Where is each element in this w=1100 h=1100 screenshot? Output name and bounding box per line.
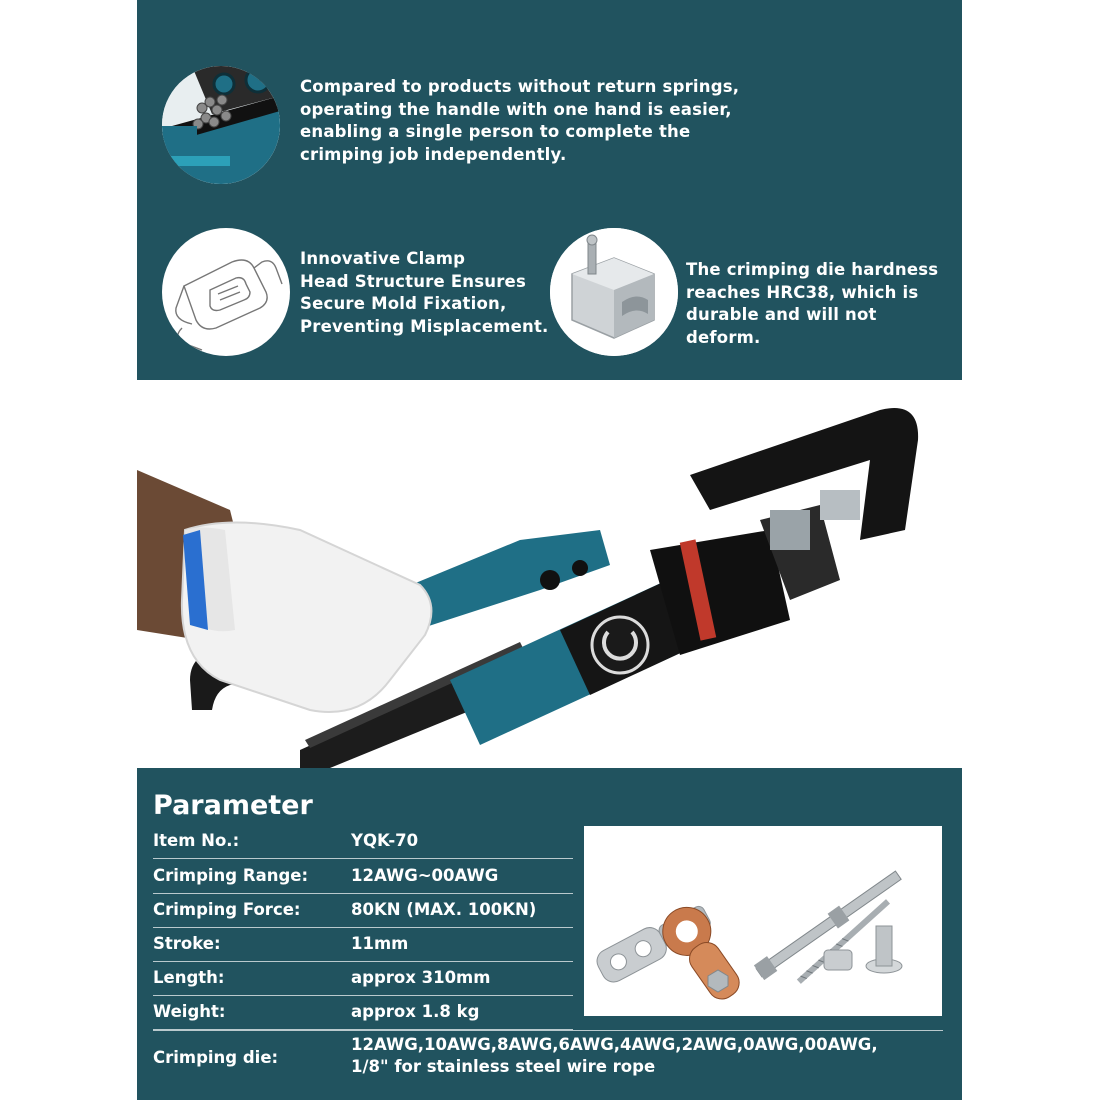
- feature-text-line: The crimping die hardness: [686, 260, 939, 279]
- param-label: Stroke:: [153, 934, 221, 953]
- feature-text-line: Innovative Clamp: [300, 249, 466, 268]
- return-spring-description: [300, 76, 760, 166]
- feature-text-line: Preventing Misplacement.: [300, 316, 549, 336]
- terminals-image: [584, 826, 942, 1016]
- param-row-crimping-force: [153, 894, 573, 928]
- feature-text-line: Secure Mold Fixation,: [300, 294, 507, 313]
- crimping-die-sizes: 12AWG,10AWG,8AWG,6AWG,4AWG,2AWG,0AWG,00AWG,: [351, 1035, 878, 1054]
- return-spring-image: [162, 66, 280, 184]
- param-value: 80KN (MAX. 100KN): [351, 900, 537, 919]
- param-row-stroke: [153, 928, 573, 962]
- clamp-head-description: [300, 248, 550, 338]
- parameter-title: Parameter: [153, 790, 313, 821]
- param-value: approx 1.8 kg: [351, 1002, 480, 1021]
- param-label: Crimping Range:: [153, 866, 309, 885]
- feature-text-line: Head Structure Ensures: [300, 271, 526, 291]
- return-spring-photo: [162, 66, 280, 184]
- param-label: Weight:: [153, 1002, 226, 1021]
- feature-text-line: durable and will not deform.: [686, 305, 877, 347]
- die-hardness-description: [686, 259, 946, 349]
- param-value: YQK-70: [351, 831, 419, 850]
- feature-text-line: enabling a single person to complete the: [300, 122, 691, 141]
- param-value: 12AWG~00AWG: [351, 866, 499, 885]
- param-value: approx 310mm: [351, 968, 491, 987]
- param-row-weight: [153, 996, 573, 1030]
- param-value: 11mm: [351, 934, 409, 953]
- param-row-length: [153, 962, 573, 996]
- crimping-die-image: [550, 228, 678, 356]
- hydraulic-crimper-photo: [0, 380, 1100, 768]
- feature-text-line: reaches HRC38, which is: [686, 282, 919, 302]
- param-row-crimping-range: [153, 860, 573, 894]
- param-label: Length:: [153, 968, 225, 987]
- param-row-item-no: [153, 825, 573, 859]
- feature-text-line: crimping job independently.: [300, 144, 567, 164]
- param-value: [351, 1034, 878, 1078]
- param-label: Crimping die:: [153, 1048, 279, 1067]
- feature-text-line: operating the handle with one hand is easier,: [300, 99, 732, 119]
- crimping-die-photo: [550, 228, 678, 356]
- compatible-parts-photo: [584, 826, 942, 1016]
- clamp-head-icon: [162, 228, 290, 356]
- crimping-die-note: 1/8" for stainless steel wire rope: [351, 1057, 656, 1076]
- clamp-head-drawing: [162, 228, 290, 356]
- param-label: Item No.:: [153, 831, 240, 850]
- param-label: Crimping Force:: [153, 900, 301, 919]
- feature-text-line: Compared to products without return springs,: [300, 77, 740, 96]
